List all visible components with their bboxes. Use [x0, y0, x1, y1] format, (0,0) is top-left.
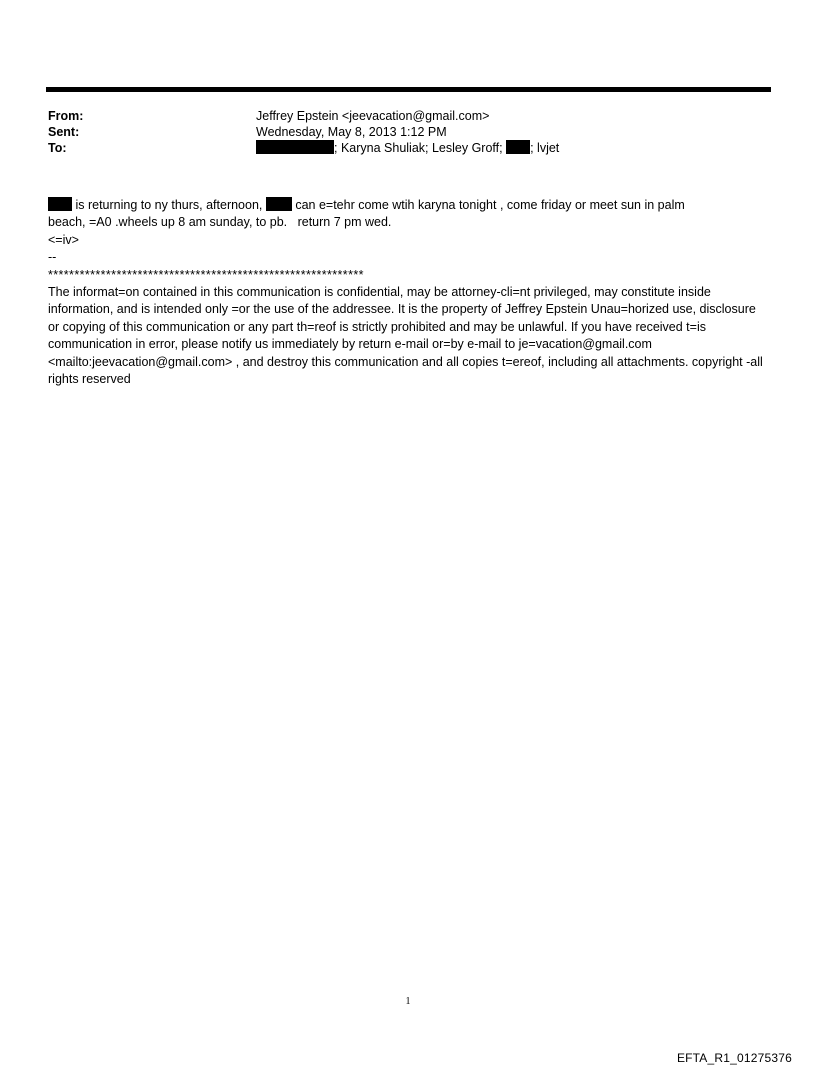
separator-stars: ************************************************************	[48, 267, 364, 282]
body-line-4: --	[48, 250, 57, 265]
sent-value: Wednesday, May 8, 2013 1:12 PM	[256, 125, 447, 139]
body-line-1b: can e=tehr come wtih karyna tonight , come friday or meet sun in palm	[291, 198, 685, 212]
sent-row	[48, 124, 768, 140]
body-line-1	[48, 197, 768, 214]
redaction-box	[48, 197, 72, 211]
email-header	[48, 108, 768, 156]
body-line-3: <=iv>	[48, 232, 79, 247]
to-recipients-2: ; lvjet	[530, 141, 560, 155]
page-number: 1	[405, 996, 411, 1007]
to-row	[48, 140, 768, 156]
from-label: From:	[48, 109, 84, 123]
from-row	[48, 108, 768, 124]
sent-label: Sent:	[48, 125, 80, 139]
document-id: EFTA_R1_01275376	[676, 1051, 792, 1065]
redaction-box	[266, 197, 292, 211]
redaction-box	[506, 140, 530, 154]
disclaimer-text: The informat=on contained in this communication is confidential, may be attorney-cli=nt privileged, may constitute inside information, and is intended only =or the use of the addressee. It is the property of Jeffrey Epstein Unau=horized use, disclosure or copying of this communication or any part th=reof is strictly prohibited and may be unlawful. If you have received t=is communication in error, please notify us immediately by return e-mail or=by e-mail to je=vacation@gmail.com <mailto:jeevacation@gmail.com> , and destroy this communication and all copies t=ereof, including all attachments. copyright -all rights reserved	[48, 285, 763, 387]
email-body	[48, 197, 768, 388]
body-line-2: beach, =A0 .wheels up 8 am sunday, to pb. return 7 pm wed.	[48, 215, 392, 230]
to-value	[256, 140, 768, 156]
redaction-box	[256, 140, 334, 154]
body-line-1a: is returning to ny thurs, afternoon,	[72, 198, 266, 212]
from-value: Jeffrey Epstein <jeevacation@gmail.com>	[256, 109, 490, 123]
header-rule	[46, 87, 771, 92]
to-label: To:	[48, 141, 67, 155]
to-recipients-1: ; Karyna Shuliak; Lesley Groff;	[334, 141, 503, 155]
